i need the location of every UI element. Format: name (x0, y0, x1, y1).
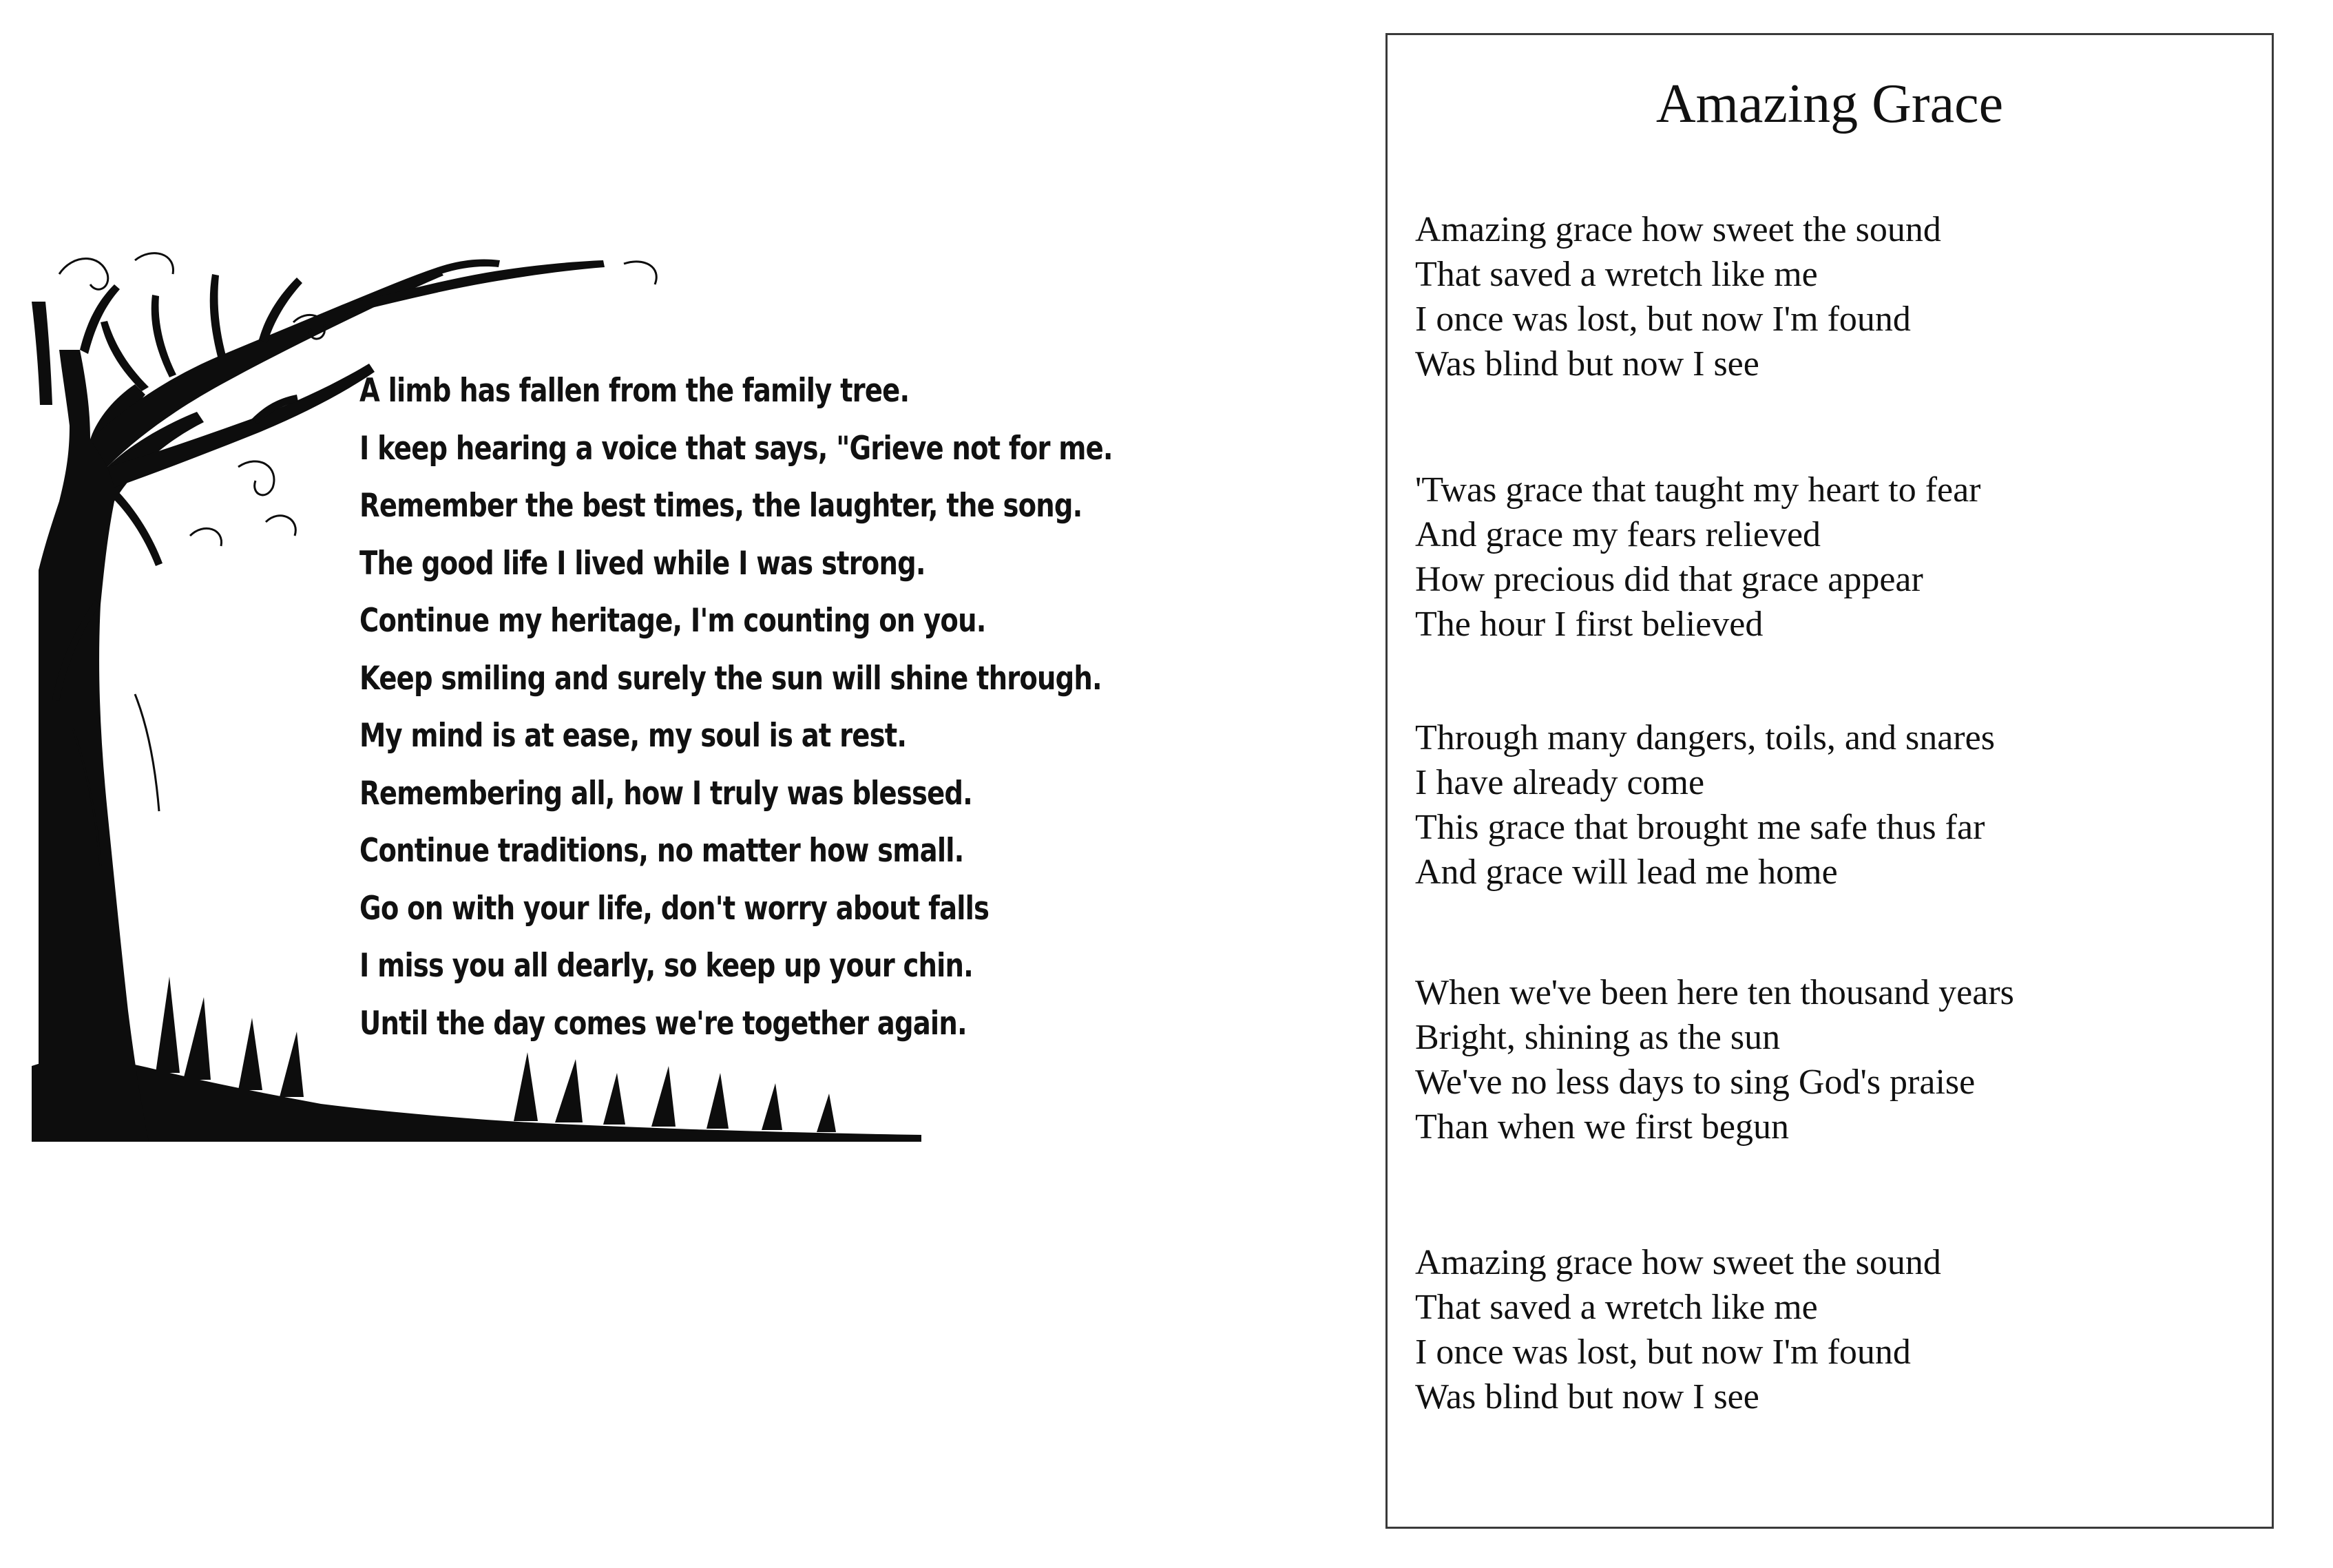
poem-line: Until the day comes we're together again. (359, 1004, 967, 1043)
poem-line: Keep smiling and surely the sun will shine through. (359, 659, 1102, 698)
hymn-box (1385, 33, 2274, 1529)
poem-line: A limb has fallen from the family tree. (359, 372, 910, 410)
verse-line: I once was lost, but now I'm found (1415, 1332, 1911, 1372)
poem-line: Continue traditions, no matter how small. (359, 832, 964, 870)
verse-line: I have already come (1415, 763, 1705, 802)
hymn-verse (1415, 468, 2258, 647)
poem-line: Go on with your life, don't worry about falls (359, 889, 990, 928)
verse-line: Amazing grace how sweet the sound (1415, 1243, 1941, 1282)
verse-line: That saved a wretch like me (1415, 1288, 1818, 1327)
verse-line: Bright, shining as the sun (1415, 1018, 1781, 1057)
poem-line: The good life I lived while I was strong. (359, 544, 925, 583)
hymn-verse (1415, 1240, 2258, 1419)
poem-line: My mind is at ease, my soul is at rest. (359, 717, 907, 755)
verse-line: Was blind but now I see (1415, 344, 1759, 384)
left-page (0, 0, 1166, 1568)
hymn-verse (1415, 207, 2258, 386)
poem-line: Remember the best times, the laughter, the song. (359, 487, 1082, 525)
verse-line: That saved a wretch like me (1415, 255, 1818, 294)
verse-line: When we've been here ten thousand years (1415, 973, 2014, 1012)
hymn-verse (1415, 715, 2258, 895)
verse-line: This grace that brought me safe thus far (1415, 808, 1985, 847)
hymn-verse (1415, 970, 2258, 1149)
verse-line: And grace will lead me home (1415, 853, 1838, 892)
poem-line: Continue my heritage, I'm counting on you. (359, 602, 986, 640)
verse-line: Through many dangers, toils, and snares (1415, 718, 1995, 757)
hymn-title: Amazing Grace (1655, 74, 2004, 134)
right-page (1166, 0, 2333, 1568)
verse-line: Than when we first begun (1415, 1107, 1789, 1147)
poem-line: Remembering all, how I truly was blessed. (359, 774, 972, 813)
verse-line: Amazing grace how sweet the sound (1415, 210, 1941, 249)
tree-poem-card (32, 247, 1113, 1142)
poem-text (359, 362, 1113, 1052)
verse-line: Was blind but now I see (1415, 1377, 1759, 1417)
verse-line: How precious did that grace appear (1415, 560, 1923, 599)
verse-line: We've no less days to sing God's praise (1415, 1063, 1976, 1102)
poem-line: I miss you all dearly, so keep up your chin. (359, 947, 973, 985)
verse-line: The hour I first believed (1415, 605, 1764, 644)
poem-line: I keep hearing a voice that says, "Grieve not for me. (359, 429, 1113, 468)
verse-line: And grace my fears relieved (1415, 515, 1821, 554)
verse-line: 'Twas grace that taught my heart to fear (1415, 470, 1981, 510)
verse-line: I once was lost, but now I'm found (1415, 300, 1911, 339)
hymn-verses (1415, 207, 2258, 1419)
